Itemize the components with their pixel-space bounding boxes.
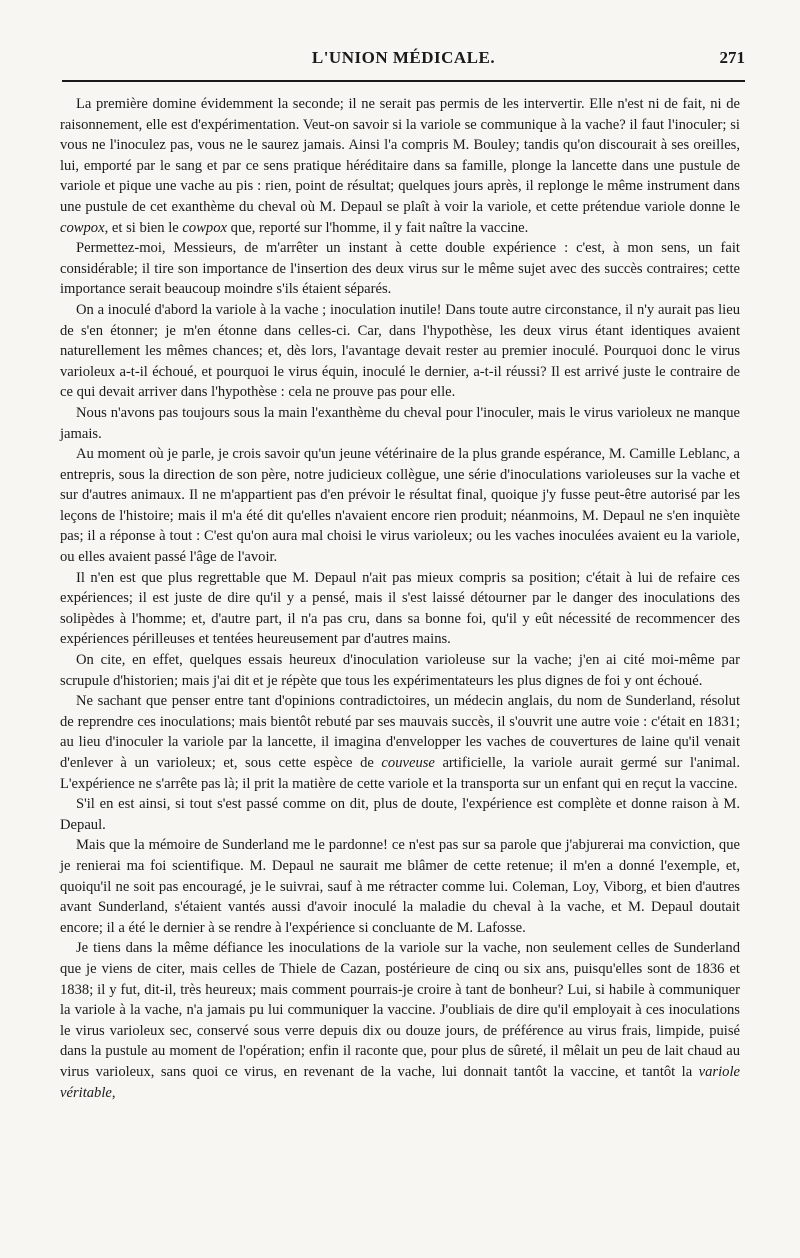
italic-term: variole véritable <box>60 1063 740 1101</box>
paragraph-text: Mais que la mémoire de Sunderland me le pardonne! ce n'est pas sur sa parole que j'abjurerai ma conviction, que je renierai ma foi scientifique. M. Depaul ne saurait me blâmer de cette retenue; il m'en a donné l'exemple, et, quoiqu'il ne soit pas encouragé, je le suivrai, sauf à me rétracter comme lui. Coleman, Loy, Viborg, et bien d'autres avant Sunderland, s'étaient vantés aussi d'avoir inoculé la maladie du cheval à la vache, et M. Depaul doutait encore; il a été le dernier à se rendre à l'expérience si concluante de M. Lafosse. <box>60 837 740 936</box>
running-head <box>62 48 745 74</box>
page-number: 271 <box>719 48 745 67</box>
journal-title: L'UNION MÉDICALE. <box>311 48 496 67</box>
paragraph <box>60 238 740 300</box>
paragraph-text: Nous n'avons pas toujours sous la main l'exanthème du cheval pour l'inoculer, mais le virus varioleux ne manque jamais. <box>60 404 740 442</box>
header-rule <box>62 80 745 82</box>
italic-term: couveuse <box>381 755 435 771</box>
paragraph-text: On a inoculé d'abord la variole à la vache ; inoculation inutile! Dans toute autre circonstance, il n'y aurait pas lieu de s'en étonner; je m'en étonne dans celles-ci. Car, dans l'hypothèse, les deux virus étant identiques avaient naturellement les mêmes chances; et, dès lors, l'avantage devait rester au premier inoculé. Pourquoi donc le virus varioleux a-t-il échoué, et pourquoi le virus équin, inoculé le dernier, a-t-il réussi? Il est arrivé juste le contraire de ce qui devait arriver dans l'hypothèse : cela ne prouve pas pour elle. <box>60 301 740 401</box>
paragraph-text: La première domine évidemment la seconde; il ne serait pas permis de les intervertir. Elle n'est ni de fait, ni de raisonnement, elle est d'expérimentation. Veut-on savoir si la variole se communique à la vache? il faut l'inoculer; si vous ne l'inoculez pas, vous ne le saurez jamais. Ainsi l'a compris M. Bouley; tandis qu'on discourait à ses oreilles, lui, emporté par le sang et par ce sens pratique héréditaire dans sa famille, plonge la lancette dans une pustule de variole et pique une vache au pis : rien, point de résultat; quelques jours après, il replonge le même instrument dans une pustule de cet exanthème du cheval où M. Depaul se plaît à voir la variole, et cette prétendue variole donne le <box>60 96 740 215</box>
paragraph-text: Je tiens dans la même défiance les inoculations de la variole sur la vache, non seulement celles de Sunderland que je viens de citer, mais celles de Thiele de Cazan, postérieure de cinq ou six ans, puisqu'elles sont de 1836 et 1838; il y fut, dit-il, très heureux; mais comment pourrais-je croire à tant de bonheur? Lui, si habile à communiquer la variole à la vache, n'a jamais pu lui communiquer la vaccine. J'oubliais de dire qu'il employait à ces inoculations le virus varioleux sec, conservé sous verre depuis dix ou douze jours, de préférence au virus frais, limpide, puisé dans la pustule au moment de l'opération; enfin il raconte que, pour plus de sûreté, il mêlait un peu de lait chaud au virus varioleux, sans quoi ce virus, en revenant de la vache, lui donnait tantôt la vaccine, et tantôt la <box>60 940 740 1080</box>
italic-term: cowpox <box>60 219 105 236</box>
paragraph <box>60 568 740 650</box>
paragraph <box>60 444 740 568</box>
paragraph-text: On cite, en effet, quelques essais heureux d'inoculation varioleuse sur la vache; j'en ai cité moi-même par scrupule d'historien; mais j'ai dit et je répète que tous les expérimentateurs les plus dignes de foi y ont échoué. <box>60 652 740 689</box>
paragraph <box>60 94 740 238</box>
paragraph-text: , <box>111 1084 116 1101</box>
paragraph-text: artificielle, la variole aurait germé sur l'animal. L'expérience ne s'arrête pas là; il prit la matière de cette variole et la transporta sur un enfant qui en reçut la vaccine. <box>60 755 740 792</box>
paragraph <box>60 835 740 938</box>
italic-term: cowpox <box>182 219 228 236</box>
paragraph <box>60 650 740 691</box>
paragraph <box>60 691 740 794</box>
paragraph-text: Au moment où je parle, je crois savoir qu'un jeune vétérinaire de la plus grande espérance, M. Camille Leblanc, a entrepris, sous la direction de son père, notre judicieux collègue, une série d'inoculations varioleuses sur la vache et sur d'autres animaux. Il ne m'appartient pas d'en prévoir le résultat final, quoique j'y fusse peut-être autorisé par les leçons de l'histoire; mais il m'a été dit qu'elles n'avaient encore rien produit; néanmoins, M. Depaul ne s'en inquiète pas; il a réponse à tout : C'est qu'on aura mal choisi le virus varioleux; ou les vaches inoculées avaient eu la variole, ou elles avaient passé l'âge de l'avoir. <box>60 446 740 566</box>
paragraph-text: que, reporté sur l'homme, il y fait naître la vaccine. <box>227 219 529 236</box>
paragraph-text: Il n'en est que plus regrettable que M. Depaul n'ait pas mieux compris sa position; c'était à lui de refaire ces expériences; il est juste de dire qu'il y a pensé, mais il s'est laissé détourner par le danger des inoculations des solipèdes à l'homme; et, d'autre part, il n'a pas cru, dans sa bonne foi, qu'il y eût nécessité de recommencer des expériences périlleuses et tentées heureusement par d'autres mains. <box>60 569 740 648</box>
paragraph <box>60 794 740 835</box>
article-body <box>60 94 740 1103</box>
paragraph <box>60 938 740 1103</box>
paragraph <box>60 403 740 444</box>
paragraph <box>60 300 740 403</box>
paragraph-text: Ne sachant que penser entre tant d'opinions contradictoires, un médecin anglais, du nom de Sunderland, résolut de reprendre ces inoculations; mais bientôt rebuté par ses mauvais succès, il s'ouvrit une autre voie : c'était en 1831; au lieu d'inoculer la variole par la lancette, il imagina d'envelopper les vaches de couvertures de laine qu'il venait d'enlever à un varioleux; et, sous cette espèce de <box>60 693 740 771</box>
paragraph-text: S'il en est ainsi, si tout s'est passé comme on dit, plus de doute, l'expérience est complète et donne raison à M. Depaul. <box>60 796 740 833</box>
paragraph-text: , et si bien le <box>104 219 183 236</box>
paragraph-text: Permettez-moi, Messieurs, de m'arrêter un instant à cette double expérience : c'est, à mon sens, un fait considérable; il tire son importance de l'insertion des deux virus sur le même sujet avec des succès contraires; cette importance serait beaucoup moindre s'ils étaient séparés. <box>60 240 740 298</box>
